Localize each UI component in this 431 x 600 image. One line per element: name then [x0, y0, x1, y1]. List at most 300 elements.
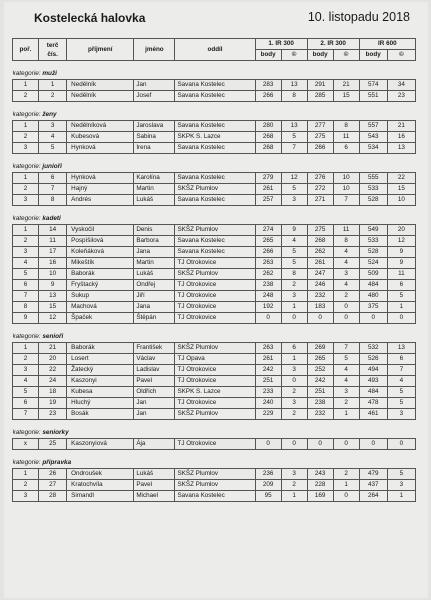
cell-firstname: Sabina	[134, 132, 175, 143]
cell-rank: 1	[13, 173, 39, 184]
cell-r1-x: 2	[281, 387, 307, 398]
cell-total-score: 484	[359, 280, 387, 291]
sheet-header	[4, 2, 428, 38]
cell-rank: 1	[13, 80, 39, 91]
cell-r2-x: 7	[333, 343, 359, 354]
cell-total-x: 34	[387, 80, 415, 91]
cell-club: SKŠZ Plumlov	[175, 184, 255, 195]
cell-club: Savana Kostelec	[175, 247, 255, 258]
cell-surname: Kaszonyiová	[67, 439, 134, 450]
table-row	[13, 132, 416, 143]
cell-total-x: 5	[387, 387, 415, 398]
cell-firstname: Štěpán	[134, 313, 175, 324]
cell-r2-x: 7	[333, 195, 359, 206]
cell-firstname: Jiří	[134, 291, 175, 302]
table-row	[13, 376, 416, 387]
table-row	[13, 480, 416, 491]
cell-firstname: Jaroslava	[134, 121, 175, 132]
cell-surname: Losert	[67, 354, 134, 365]
cell-r1-x: 8	[281, 91, 307, 102]
cell-r2-x: 4	[333, 376, 359, 387]
cell-r1-score: 280	[255, 121, 281, 132]
cell-r2-score: 268	[307, 236, 333, 247]
cell-r2-x: 4	[333, 365, 359, 376]
cell-r1-x: 5	[281, 247, 307, 258]
cell-total-score: 555	[359, 173, 387, 184]
table-row	[13, 387, 416, 398]
cell-club: SKŠZ Plumlov	[175, 469, 255, 480]
cell-rank: 3	[13, 143, 39, 154]
cell-total-score: 526	[359, 354, 387, 365]
category-label: kategorie:	[12, 163, 41, 170]
cell-total-score: 480	[359, 291, 387, 302]
category-name: kadeti	[42, 215, 61, 222]
cell-rank: 4	[13, 376, 39, 387]
cell-club: SKŠZ Plumlov	[175, 269, 255, 280]
category-label: kategorie:	[12, 215, 41, 222]
cell-r1-x: 13	[281, 121, 307, 132]
cell-rank: 8	[13, 302, 39, 313]
header-body-1: body	[255, 50, 281, 61]
cell-r2-x: 0	[333, 313, 359, 324]
cell-total-x: 22	[387, 173, 415, 184]
category-heading-cell	[13, 214, 416, 225]
cell-total-x: 0	[387, 439, 415, 450]
cell-surname: Simandl	[67, 491, 134, 502]
cell-rank: 5	[13, 269, 39, 280]
cell-r1-x: 3	[281, 398, 307, 409]
cell-r2-x: 1	[333, 480, 359, 491]
cell-surname: Pospíšilová	[67, 236, 134, 247]
section-spacer	[13, 61, 416, 70]
cell-r1-score: 261	[255, 184, 281, 195]
category-heading	[13, 214, 416, 225]
cell-r1-score: 262	[255, 269, 281, 280]
table-row	[13, 258, 416, 269]
cell-club: TJ Otrokovice	[175, 258, 255, 269]
table-row	[13, 291, 416, 302]
cell-r1-x: 2	[281, 480, 307, 491]
cell-r2-score: 183	[307, 302, 333, 313]
cell-r2-score: 276	[307, 173, 333, 184]
cell-target: 9	[39, 280, 67, 291]
cell-r1-x: 9	[281, 225, 307, 236]
cell-total-x: 21	[387, 121, 415, 132]
cell-target: 16	[39, 258, 67, 269]
cell-firstname: Ája	[134, 439, 175, 450]
cell-total-x: 5	[387, 398, 415, 409]
event-date: 10. listopadu 2018	[307, 10, 410, 24]
cell-total-score: 0	[359, 439, 387, 450]
cell-total-score: 528	[359, 247, 387, 258]
cell-target: 4	[39, 132, 67, 143]
cell-club: SKŠZ Plumlov	[175, 343, 255, 354]
cell-club: TJ Otrokovice	[175, 302, 255, 313]
header-jmeno: jméno	[134, 39, 175, 61]
cell-r1-x: 3	[281, 291, 307, 302]
cell-surname: Fryštacký	[67, 280, 134, 291]
cell-r1-x: 3	[281, 195, 307, 206]
cell-total-x: 1	[387, 491, 415, 502]
cell-surname: Ondroušek	[67, 469, 134, 480]
table-row	[13, 365, 416, 376]
cell-r2-score: 277	[307, 121, 333, 132]
cell-total-score: 461	[359, 409, 387, 420]
cell-r1-score: 209	[255, 480, 281, 491]
cell-r2-score: 275	[307, 225, 333, 236]
cell-total-x: 0	[387, 313, 415, 324]
header-x-1: ©	[281, 50, 307, 61]
cell-r2-score: 252	[307, 365, 333, 376]
cell-firstname: Ondřej	[134, 280, 175, 291]
cell-rank: 1	[13, 121, 39, 132]
cell-firstname: Pavel	[134, 376, 175, 387]
cell-total-score: 494	[359, 365, 387, 376]
cell-rank: 6	[13, 280, 39, 291]
cell-target: 28	[39, 491, 67, 502]
cell-target: 2	[39, 91, 67, 102]
cell-surname: Andrés	[67, 195, 134, 206]
table-row	[13, 225, 416, 236]
cell-rank: 7	[13, 409, 39, 420]
cell-r1-score: 238	[255, 280, 281, 291]
cell-r2-x: 11	[333, 132, 359, 143]
cell-r1-score: 0	[255, 313, 281, 324]
section-spacer	[13, 154, 416, 163]
cell-surname: Vyskočil	[67, 225, 134, 236]
cell-firstname: Martin	[134, 258, 175, 269]
cell-total-x: 13	[387, 143, 415, 154]
cell-r2-score: 0	[307, 313, 333, 324]
cell-total-score: 479	[359, 469, 387, 480]
category-heading	[13, 162, 416, 173]
cell-r1-x: 2	[281, 409, 307, 420]
cell-total-score: 543	[359, 132, 387, 143]
cell-target: 11	[39, 236, 67, 247]
cell-firstname: Jan	[134, 398, 175, 409]
table-row	[13, 143, 416, 154]
cell-target: 7	[39, 184, 67, 195]
cell-rank: 2	[13, 91, 39, 102]
cell-r1-score: 268	[255, 132, 281, 143]
cell-r2-x: 0	[333, 302, 359, 313]
cell-rank: 6	[13, 398, 39, 409]
cell-firstname: Ladislav	[134, 365, 175, 376]
cell-target: 5	[39, 143, 67, 154]
cell-r2-score: 243	[307, 469, 333, 480]
table-row	[13, 313, 416, 324]
cell-surname: Baborák	[67, 269, 134, 280]
cell-total-score: 524	[359, 258, 387, 269]
cell-club: Savana Kostelec	[175, 91, 255, 102]
cell-rank: 2	[13, 132, 39, 143]
cell-target: 26	[39, 469, 67, 480]
cell-total-score: 478	[359, 398, 387, 409]
table-row	[13, 80, 416, 91]
cell-r2-x: 0	[333, 491, 359, 502]
header-terc: terč čís.	[39, 39, 67, 61]
cell-r1-score: 261	[255, 354, 281, 365]
cell-r2-score: 291	[307, 80, 333, 91]
cell-club: Savana Kostelec	[175, 80, 255, 91]
cell-r2-x: 15	[333, 91, 359, 102]
table-row	[13, 409, 416, 420]
cell-club: Savana Kostelec	[175, 121, 255, 132]
cell-r2-x: 21	[333, 80, 359, 91]
cell-r2-x: 10	[333, 173, 359, 184]
cell-club: TJ Otrokovice	[175, 398, 255, 409]
cell-target: 8	[39, 195, 67, 206]
cell-r1-score: 236	[255, 469, 281, 480]
cell-total-score: 534	[359, 143, 387, 154]
cell-total-score: 484	[359, 387, 387, 398]
cell-r2-x: 6	[333, 143, 359, 154]
cell-total-score: 574	[359, 80, 387, 91]
header-x-total: ©	[387, 50, 415, 61]
cell-r1-x: 6	[281, 343, 307, 354]
cell-r1-x: 1	[281, 491, 307, 502]
table-row	[13, 302, 416, 313]
cell-firstname: Jana	[134, 247, 175, 258]
cell-firstname: Václav	[134, 354, 175, 365]
cell-r2-score: 169	[307, 491, 333, 502]
cell-target: 18	[39, 387, 67, 398]
cell-r1-score: 192	[255, 302, 281, 313]
cell-firstname: Lukáš	[134, 469, 175, 480]
cell-r2-score: 275	[307, 132, 333, 143]
cell-r2-x: 0	[333, 439, 359, 450]
cell-r1-x: 3	[281, 365, 307, 376]
cell-target: 22	[39, 365, 67, 376]
cell-r1-x: 13	[281, 80, 307, 91]
cell-r2-score: 285	[307, 91, 333, 102]
cell-club: TJ Opava	[175, 354, 255, 365]
header-prijmeni: příjmení	[67, 39, 134, 61]
cell-target: 27	[39, 480, 67, 491]
cell-total-score: 557	[359, 121, 387, 132]
cell-rank: 2	[13, 354, 39, 365]
cell-firstname: Barbora	[134, 236, 175, 247]
cell-r2-x: 2	[333, 291, 359, 302]
cell-total-x: 15	[387, 184, 415, 195]
category-label: kategorie:	[12, 459, 41, 466]
cell-club: SKPK S. Lazce	[175, 387, 255, 398]
cell-r1-score: 242	[255, 365, 281, 376]
category-name: muži	[42, 70, 57, 77]
cell-firstname: Karolína	[134, 173, 175, 184]
cell-r1-score: 265	[255, 236, 281, 247]
table-row	[13, 236, 416, 247]
table-row	[13, 491, 416, 502]
category-label: kategorie:	[12, 429, 41, 436]
section-spacer	[13, 324, 416, 333]
cell-firstname: Jan	[134, 409, 175, 420]
cell-surname: Kubesa	[67, 387, 134, 398]
cell-total-score: 509	[359, 269, 387, 280]
cell-r2-x: 1	[333, 409, 359, 420]
cell-firstname: Michael	[134, 491, 175, 502]
table-row	[13, 195, 416, 206]
cell-club: SKŠZ Plumlov	[175, 480, 255, 491]
header-round1: 1. IR 300	[255, 39, 307, 50]
cell-total-x: 20	[387, 225, 415, 236]
cell-total-x: 1	[387, 302, 415, 313]
cell-r2-score: 261	[307, 258, 333, 269]
table-row	[13, 280, 416, 291]
category-heading-cell	[13, 162, 416, 173]
cell-total-x: 6	[387, 354, 415, 365]
cell-r2-x: 2	[333, 398, 359, 409]
header-oddil: oddíl	[175, 39, 255, 61]
cell-surname: Nedělník	[67, 91, 134, 102]
cell-r1-score: 257	[255, 195, 281, 206]
cell-rank: 5	[13, 387, 39, 398]
cell-target: 6	[39, 173, 67, 184]
cell-total-x: 9	[387, 247, 415, 258]
cell-firstname: Jan	[134, 80, 175, 91]
cell-club: Savana Kostelec	[175, 173, 255, 184]
cell-rank: 3	[13, 195, 39, 206]
cell-surname: Kaszonyi	[67, 376, 134, 387]
cell-total-x: 16	[387, 132, 415, 143]
cell-surname: Žatecký	[67, 365, 134, 376]
section-spacer	[13, 450, 416, 459]
category-heading-cell	[13, 110, 416, 121]
cell-surname: Mikeštík	[67, 258, 134, 269]
header-body-2: body	[307, 50, 333, 61]
cell-surname: Hynková	[67, 143, 134, 154]
cell-firstname: Irena	[134, 143, 175, 154]
table-header-row	[13, 39, 416, 50]
cell-r2-score: 238	[307, 398, 333, 409]
cell-r1-score: 279	[255, 173, 281, 184]
cell-r2-x: 4	[333, 258, 359, 269]
cell-surname: Nedělník	[67, 80, 134, 91]
cell-r2-score: 232	[307, 291, 333, 302]
header-x-2: ©	[333, 50, 359, 61]
cell-rank: 7	[13, 291, 39, 302]
cell-rank: 1	[13, 343, 39, 354]
cell-r1-score: 251	[255, 376, 281, 387]
cell-r2-score: 251	[307, 387, 333, 398]
cell-firstname: Josef	[134, 91, 175, 102]
cell-target: 1	[39, 80, 67, 91]
cell-r1-score: 248	[255, 291, 281, 302]
cell-target: 14	[39, 225, 67, 236]
cell-club: Savana Kostelec	[175, 491, 255, 502]
cell-r1-x: 8	[281, 269, 307, 280]
cell-r1-x: 12	[281, 173, 307, 184]
cell-r1-score: 266	[255, 247, 281, 258]
category-name: ženy	[42, 111, 57, 118]
cell-total-x: 3	[387, 480, 415, 491]
cell-r1-score: 263	[255, 343, 281, 354]
cell-r2-score: 232	[307, 409, 333, 420]
cell-surname: Kubesová	[67, 132, 134, 143]
cell-target: 24	[39, 376, 67, 387]
cell-target: 12	[39, 313, 67, 324]
cell-r1-x: 3	[281, 469, 307, 480]
cell-total-score: 493	[359, 376, 387, 387]
cell-surname: Sukup	[67, 291, 134, 302]
cell-rank: 3	[13, 365, 39, 376]
cell-r1-x: 5	[281, 132, 307, 143]
cell-surname: Hynková	[67, 173, 134, 184]
cell-total-x: 12	[387, 236, 415, 247]
cell-r2-score: 246	[307, 280, 333, 291]
cell-r1-x: 0	[281, 313, 307, 324]
cell-r2-score: 271	[307, 195, 333, 206]
header-body-total: body	[359, 50, 387, 61]
results-table	[12, 38, 416, 502]
cell-firstname: Lukáš	[134, 195, 175, 206]
cell-total-score: 533	[359, 184, 387, 195]
cell-rank: 9	[13, 313, 39, 324]
cell-club: TJ Otrokovice	[175, 365, 255, 376]
cell-target: 23	[39, 409, 67, 420]
cell-rank: 4	[13, 258, 39, 269]
cell-r2-x: 8	[333, 236, 359, 247]
cell-firstname: Martin	[134, 184, 175, 195]
cell-club: Savana Kostelec	[175, 143, 255, 154]
cell-rank: 3	[13, 247, 39, 258]
table-row	[13, 354, 416, 365]
category-name: junioři	[42, 163, 62, 170]
cell-total-x: 9	[387, 258, 415, 269]
cell-target: 15	[39, 302, 67, 313]
cell-club: TJ Otrokovice	[175, 291, 255, 302]
cell-target: 13	[39, 291, 67, 302]
cell-club: TJ Otrokovice	[175, 313, 255, 324]
table-row	[13, 469, 416, 480]
cell-r2-x: 4	[333, 280, 359, 291]
table-row	[13, 121, 416, 132]
cell-surname: Nedělníková	[67, 121, 134, 132]
table-row	[13, 269, 416, 280]
category-label: kategorie:	[12, 111, 41, 118]
cell-r2-score: 269	[307, 343, 333, 354]
cell-r2-score: 0	[307, 439, 333, 450]
cell-total-x: 5	[387, 469, 415, 480]
header-total: IR 600	[359, 39, 415, 50]
cell-r2-score: 262	[307, 247, 333, 258]
cell-total-x: 3	[387, 409, 415, 420]
header-round2: 2. IR 300	[307, 39, 359, 50]
cell-r1-x: 5	[281, 184, 307, 195]
cell-r2-score: 266	[307, 143, 333, 154]
cell-surname: Hluchý	[67, 398, 134, 409]
cell-r1-x: 0	[281, 376, 307, 387]
section-spacer	[13, 206, 416, 215]
cell-total-score: 551	[359, 91, 387, 102]
cell-target: 17	[39, 247, 67, 258]
cell-r1-score: 95	[255, 491, 281, 502]
cell-total-x: 11	[387, 269, 415, 280]
cell-total-x: 7	[387, 365, 415, 376]
cell-surname: Bosák	[67, 409, 134, 420]
cell-total-x: 23	[387, 91, 415, 102]
cell-total-score: 264	[359, 491, 387, 502]
cell-r1-x: 1	[281, 354, 307, 365]
section-spacer	[13, 102, 416, 111]
cell-r1-x: 4	[281, 236, 307, 247]
cell-r1-score: 240	[255, 398, 281, 409]
cell-firstname: Jana	[134, 302, 175, 313]
cell-rank: 2	[13, 236, 39, 247]
category-name: přípravka	[42, 459, 72, 466]
cell-surname: Hajný	[67, 184, 134, 195]
cell-surname: Kratochvíla	[67, 480, 134, 491]
